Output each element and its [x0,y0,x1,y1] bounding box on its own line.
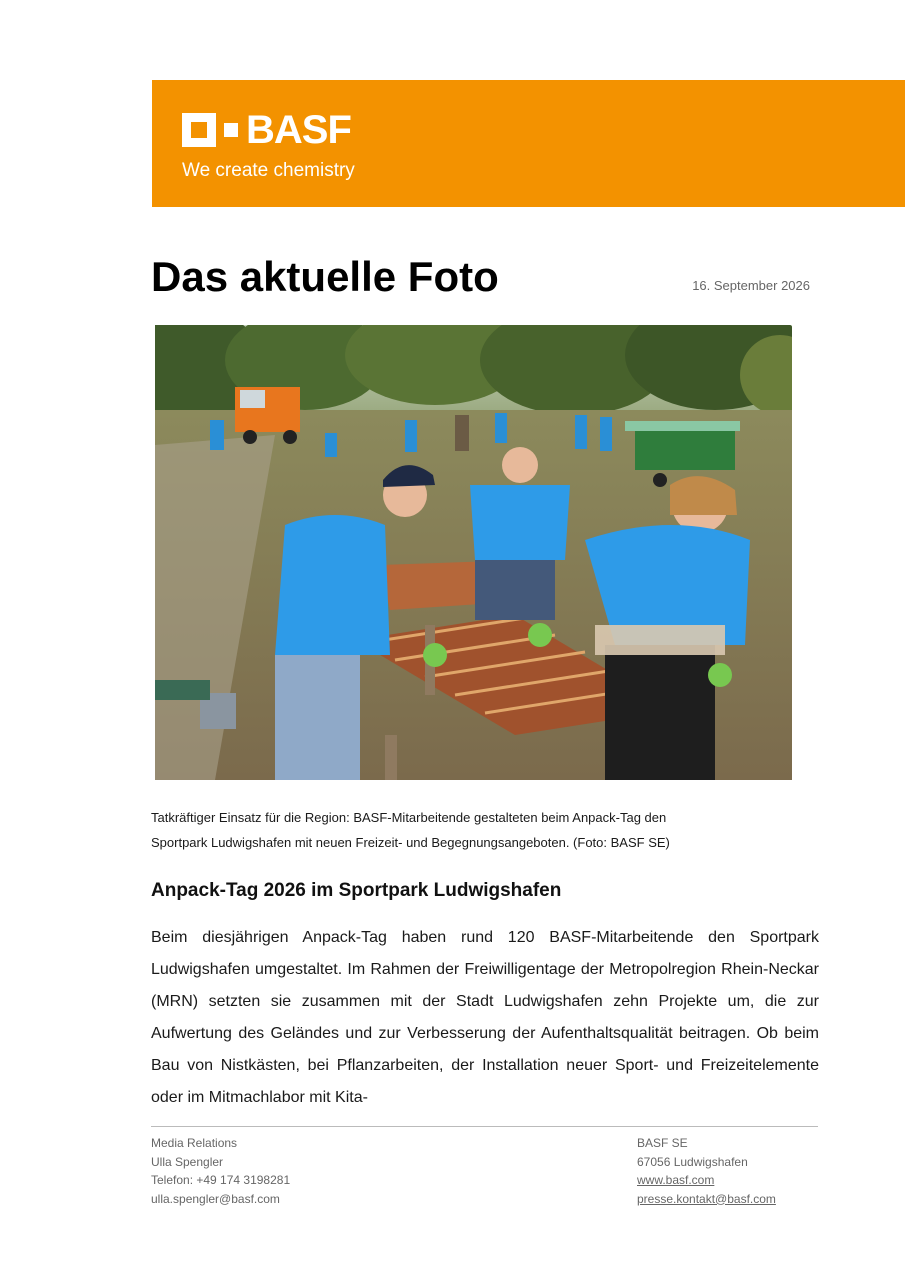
logo-wordmark: BASF [246,108,351,152]
logo-dot-icon [224,123,238,137]
footer-press-email-link[interactable]: presse.kontakt@basf.com [637,1191,776,1206]
article-subheading: Anpack-Tag 2026 im Sportpark Ludwigshafen [151,880,562,901]
footer-department: Media Relations [151,1136,238,1150]
article-photo [155,325,792,780]
header-banner [152,80,905,207]
caption-line: Sportpark Ludwigshafen mit neuen Freizeit- und Begegnungsangeboten. (Foto: BASF SE) [151,835,670,850]
logo-square-icon [182,113,216,147]
photo-illustration [155,325,792,780]
footer-company [637,1134,776,1208]
footer-phone: Telefon: +49 174 3198281 [151,1173,291,1187]
publication-date: 16. September 2026 [692,278,810,293]
footer-divider [151,1126,818,1127]
footer-website-link[interactable]: www.basf.com [637,1173,715,1187]
photo-caption [151,805,791,855]
article-body: Beim diesjährigen Anpack-Tag haben rund 120 BASF-Mitarbeitende den Sportpark Ludwigshafen umgestaltet. Im Rahmen der Freiwilligentage der Metropolregion Rhein-Neckar (MRN) setzten sie zusammen mit der Stadt Ludwigshafen zehn Projekte um, die zur Aufwertung des Geländes und zur Verbesserung der Aufenthaltsqualität beitragen. Ob beim Bau von Nistkästen, bei Pflanzarbeiten, der Installation neuer Sport- und Freizeitelemente oder im Mitmachlabor mit Kita- [151,929,819,1106]
footer-company-name: BASF SE [637,1136,688,1150]
footer-contact-name: Ulla Spengler [151,1154,224,1169]
footer-contact-email-link[interactable]: ulla.spengler@basf.com [151,1191,280,1206]
footer-contact [151,1134,290,1208]
basf-logo [182,108,351,152]
footer-company-address: 67056 Ludwigshafen [637,1154,748,1169]
caption-line: Tatkräftiger Einsatz für die Region: BASF-Mitarbeitende gestalteten beim Anpack-Tag den [151,810,667,825]
tagline: We create chemistry [182,160,355,181]
page-title: Das aktuelle Foto [151,253,499,300]
